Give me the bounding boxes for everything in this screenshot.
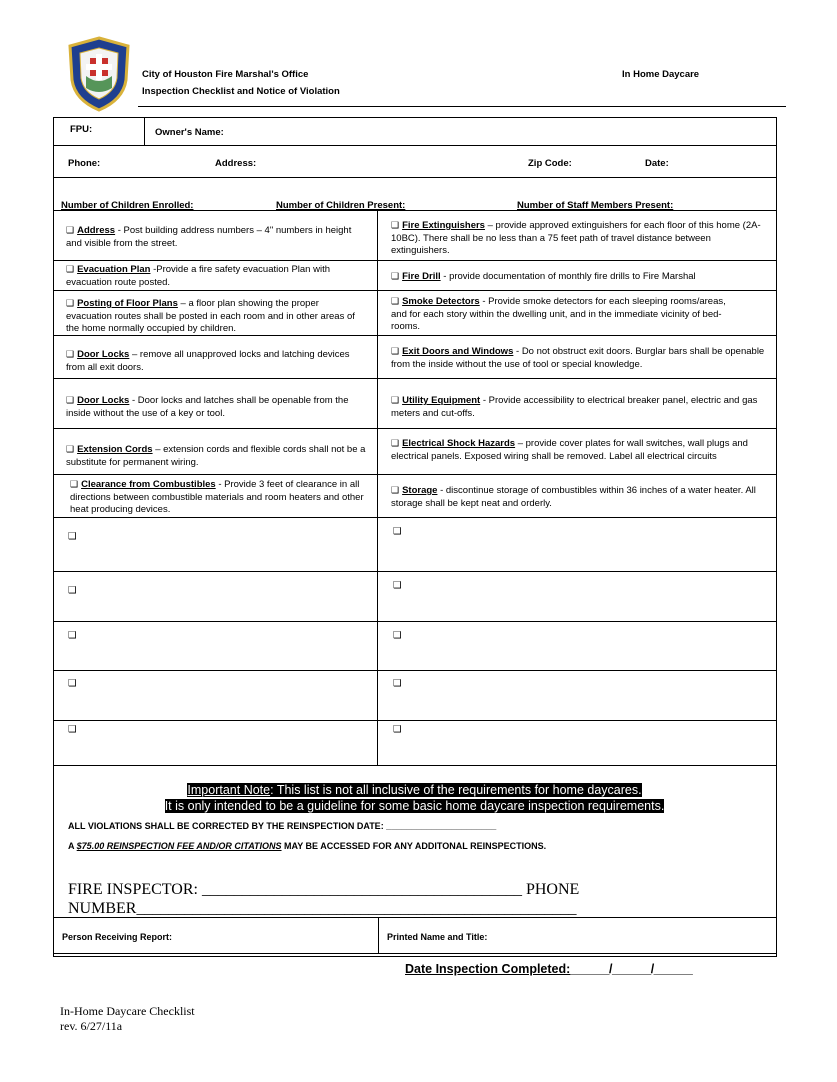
column-divider — [377, 210, 378, 765]
list-item — [391, 437, 766, 463]
item-title: Clearance from Combustibles — [81, 479, 216, 490]
checkbox-icon[interactable]: ❑ — [66, 264, 75, 274]
form-type: In Home Daycare — [622, 69, 700, 80]
list-item — [391, 394, 771, 420]
blank-checkbox[interactable]: ❑ — [393, 580, 402, 591]
checkbox-icon[interactable]: ❑ — [391, 438, 400, 448]
blank-checkbox[interactable]: ❑ — [393, 630, 402, 641]
footer — [60, 1004, 195, 1034]
item-title: Exit Doors and Windows — [402, 346, 514, 357]
item-text: – remove all unapproved locks and latching devices from all exit doors. — [66, 349, 350, 373]
list-item — [66, 348, 356, 374]
printed-name-label: Printed Name and Title: — [387, 932, 488, 942]
important-note: Important Note: This list is not all inclusive of the requirements for home daycares. It is only intended to be a guideline for some basic home daycare inspection requirements. — [164, 783, 665, 813]
fire-inspector-line: FIRE INSPECTOR: ________________________________________ PHONE NUMBER_______________________________________________________ — [68, 881, 580, 917]
date-label: Date: — [645, 158, 669, 169]
blank-checkbox[interactable]: ❑ — [393, 526, 402, 537]
item-title: Extension Cords — [77, 444, 153, 455]
list-item — [66, 297, 356, 336]
violations-statement: ALL VIOLATIONS SHALL BE CORRECTED BY THE REINSPECTION DATE: ______________________ — [68, 821, 497, 831]
checkbox-icon[interactable]: ❑ — [391, 395, 400, 405]
item-title: Door Locks — [77, 349, 130, 360]
checkbox-icon[interactable]: ❑ — [391, 296, 400, 306]
children-present-label: Number of Children Present: — [276, 200, 406, 211]
checkbox-icon[interactable]: ❑ — [66, 225, 75, 235]
staff-present-label: Number of Staff Members Present: — [517, 200, 674, 211]
item-text: - Provide 3 feet of clearance in all directions between combustible materials and room heaters and other heat producing devices. — [70, 479, 364, 515]
important-note-line2: It is only intended to be a guideline for some basic home daycare inspection requirements. — [164, 799, 665, 813]
header-rule — [138, 106, 786, 107]
important-note-label: Important Note — [187, 783, 271, 797]
footer-title: In-Home Daycare Checklist — [60, 1004, 195, 1018]
blank-checkbox[interactable]: ❑ — [68, 531, 77, 542]
blank-checkbox[interactable]: ❑ — [68, 585, 77, 596]
checkbox-icon[interactable]: ❑ — [70, 479, 79, 489]
item-title: Fire Drill — [402, 271, 441, 282]
item-text: – extension cords and flexible cords shall not be a substitute for permanent wiring. — [66, 444, 366, 468]
list-item — [66, 263, 372, 289]
item-title: Fire Extinguishers — [402, 220, 485, 231]
person-receiving-label: Person Receiving Report: — [62, 932, 173, 942]
item-text: - discontinue storage of combustibles within 36 inches of a water heater. All storage shall be kept neat and orderly. — [391, 485, 756, 509]
blank-checkbox[interactable]: ❑ — [68, 724, 77, 735]
checkbox-icon[interactable]: ❑ — [391, 271, 400, 281]
item-text: – provide cover plates for wall switches, wall plugs and electrical panels. Exposed wiring shall be removed. Label all electrical circuits — [391, 438, 748, 462]
owner-name-label: Owner's Name: — [155, 127, 224, 138]
item-text: – provide approved extinguishers for each floor of this home (2A-10BC). There shall be no less than a 75 feet path of travel distance between extinguishers. — [391, 220, 761, 256]
item-title: Electrical Shock Hazards — [402, 438, 516, 449]
checkbox-icon[interactable]: ❑ — [66, 395, 75, 405]
blank-checkbox[interactable]: ❑ — [393, 678, 402, 689]
item-text: - Door locks and latches shall be openable from the inside without the use of a key or tool. — [66, 395, 349, 419]
org-name: City of Houston Fire Marshal's Office — [142, 69, 309, 80]
item-title: Smoke Detectors — [402, 296, 480, 307]
date-completed-line: Date Inspection Completed:______/______/______ — [405, 962, 693, 976]
list-item — [66, 224, 366, 250]
fire-marshal-logo — [66, 36, 132, 112]
item-text: – a floor plan showing the proper evacuation routes shall be posted in each room and in other areas of the home normally occupied by children. — [66, 298, 355, 334]
list-item — [391, 270, 771, 284]
checkbox-icon[interactable]: ❑ — [391, 220, 400, 230]
blank-checkbox[interactable]: ❑ — [68, 678, 77, 689]
blank-checkbox[interactable]: ❑ — [68, 630, 77, 641]
list-item — [391, 345, 766, 371]
list-item — [391, 484, 761, 510]
checkbox-icon[interactable]: ❑ — [391, 346, 400, 356]
item-title: Door Locks — [77, 395, 130, 406]
fpu-label: FPU: — [70, 124, 93, 135]
address-label: Address: — [215, 158, 257, 169]
footer-revision: rev. 6/27/11a — [60, 1019, 123, 1033]
list-item — [66, 443, 366, 469]
blank-checkbox[interactable]: ❑ — [393, 724, 402, 735]
list-item — [391, 295, 736, 334]
item-title: Address — [77, 225, 116, 236]
phone-label: Phone: — [68, 158, 101, 169]
item-text: - Do not obstruct exit doors. Burglar bars shall be openable from the inside without the use of tool or special knowledge. — [391, 346, 765, 370]
zip-code-label: Zip Code: — [528, 158, 572, 169]
children-enrolled-label: Number of Children Enrolled: — [61, 200, 194, 211]
item-title: Storage — [402, 485, 438, 496]
checkbox-icon[interactable]: ❑ — [66, 298, 75, 308]
checkbox-icon[interactable]: ❑ — [66, 349, 75, 359]
checkbox-icon[interactable]: ❑ — [66, 444, 75, 454]
reinspection-fee-statement: A $75.00 REINSPECTION FEE AND/OR CITATIONS MAY BE ACCESSED FOR ANY ADDITONAL REINSPECTIONS. — [68, 841, 547, 851]
item-title: Evacuation Plan — [77, 264, 151, 275]
item-title: Posting of Floor Plans — [77, 298, 178, 309]
item-text: - Provide accessibility to electrical breaker panel, electric and gas meters and cut-offs. — [391, 395, 758, 419]
form-subtitle: Inspection Checklist and Notice of Violation — [142, 86, 340, 97]
list-item — [391, 219, 761, 258]
checkbox-icon[interactable]: ❑ — [391, 485, 400, 495]
item-text: - provide documentation of monthly fire drills to Fire Marshal — [440, 271, 696, 282]
list-item — [70, 478, 370, 517]
list-item — [66, 394, 356, 420]
item-title: Utility Equipment — [402, 395, 481, 406]
item-text: - Post building address numbers – 4" numbers in height and visible from the street. — [66, 225, 352, 249]
item-text: - Provide smoke detectors for each sleeping rooms/areas, and for each story within the dwelling unit, and in the immediate vicinity of bed-rooms. — [391, 296, 726, 332]
item-text: -Provide a fire safety evacuation Plan with evacuation route posted. — [66, 264, 331, 288]
